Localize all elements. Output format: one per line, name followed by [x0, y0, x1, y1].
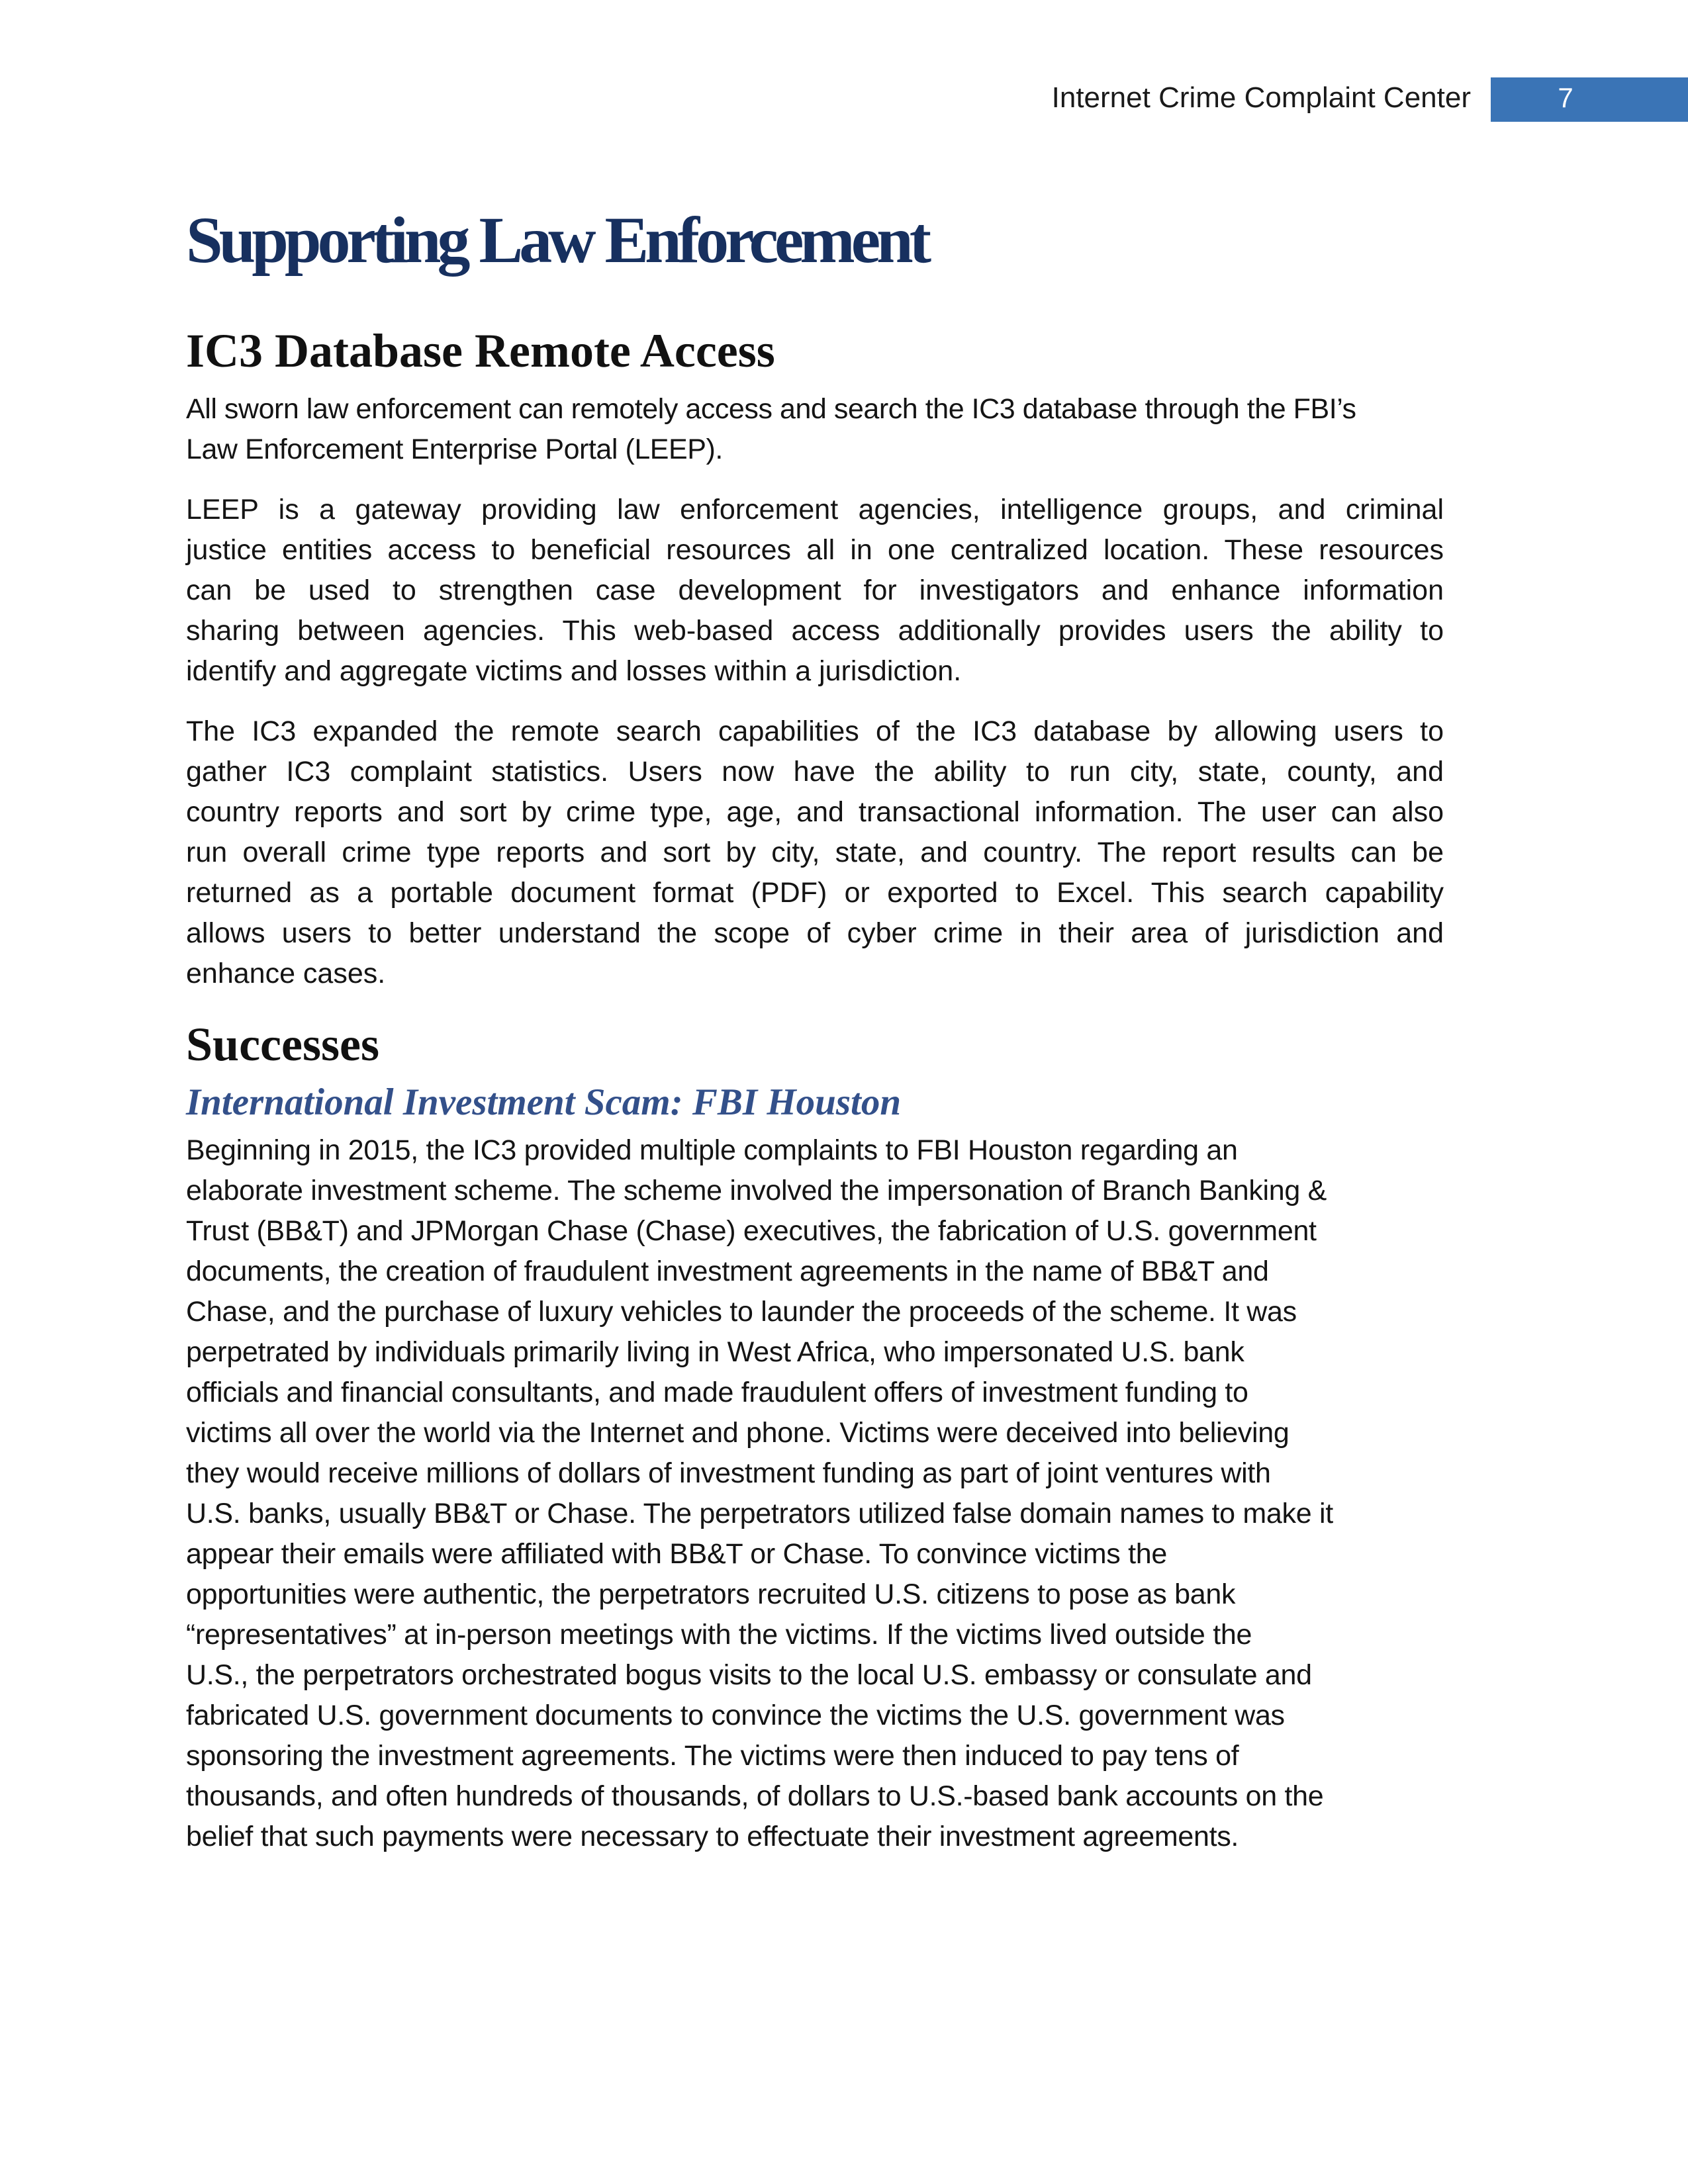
text-line: opportunities were authentic, the perpetrators recruited U.S. citizens to pose as bank: [186, 1578, 1236, 1610]
text-line: country reports and sort by crime type, age, and transactional information. The user can also: [186, 796, 1444, 828]
section-heading-remote-access: IC3 Database Remote Access: [186, 324, 775, 377]
text-line: run overall crime type reports and sort by city, state, and country. The report results can be: [186, 837, 1444, 868]
text-line: Law Enforcement Enterprise Portal (LEEP).: [186, 433, 723, 465]
text-line: enhance cases.: [186, 958, 386, 989]
text-line: thousands, and often hundreds of thousands, of dollars to U.S.-based bank accounts on the: [186, 1780, 1324, 1812]
text-line: Chase, and the purchase of luxury vehicles to launder the proceeds of the scheme. It was: [186, 1296, 1297, 1328]
section-heading-successes: Successes: [186, 1018, 379, 1071]
case-subheading: International Investment Scam: FBI Houston: [186, 1081, 902, 1123]
text-line: documents, the creation of fraudulent investment agreements in the name of BB&T and: [186, 1255, 1269, 1287]
text-line: sponsoring the investment agreements. The victims were then induced to pay tens of: [186, 1740, 1239, 1772]
text-line: identify and aggregate victims and losses within a jurisdiction.: [186, 655, 962, 687]
paragraph-investment-scam: [186, 1130, 1444, 1857]
text-line: appear their emails were affiliated with BB&T or Chase. To convince victims the: [186, 1538, 1168, 1570]
text-line: victims all over the world via the Internet and phone. Victims were deceived into believing: [186, 1417, 1289, 1449]
text-line: they would receive millions of dollars of investment funding as part of joint ventures with: [186, 1457, 1271, 1489]
text-line: allows users to better understand the scope of cyber crime in their area of jurisdiction and: [186, 917, 1444, 949]
text-line: belief that such payments were necessary to effectuate their investment agreements.: [186, 1821, 1239, 1852]
page-number-box: 7: [1491, 77, 1688, 122]
text-line: “representatives” at in-person meetings with the victims. If the victims lived outside the: [186, 1619, 1252, 1651]
text-line: Beginning in 2015, the IC3 provided multiple complaints to FBI Houston regarding an: [186, 1134, 1238, 1166]
paragraph-leep: [186, 490, 1444, 692]
text-line: Trust (BB&T) and JPMorgan Chase (Chase) executives, the fabrication of U.S. government: [186, 1215, 1317, 1247]
paragraph-remote-access-intro: [186, 389, 1444, 470]
text-line: perpetrated by individuals primarily living in West Africa, who impersonated U.S. bank: [186, 1336, 1244, 1368]
text-line: The IC3 expanded the remote search capabilities of the IC3 database by allowing users to: [186, 715, 1444, 747]
text-line: U.S., the perpetrators orchestrated bogus visits to the local U.S. embassy or consulate and: [186, 1659, 1312, 1691]
paragraph-remote-search: [186, 711, 1444, 994]
text-line: returned as a portable document format (PDF) or exported to Excel. This search capability: [186, 877, 1444, 909]
page-content: [186, 197, 1444, 1857]
text-line: LEEP is a gateway providing law enforcement agencies, intelligence groups, and criminal: [186, 494, 1444, 525]
running-header: Internet Crime Complaint Center: [1051, 81, 1471, 114]
text-line: fabricated U.S. government documents to convince the victims the U.S. government was: [186, 1700, 1285, 1731]
text-line: justice entities access to beneficial resources all in one centralized location. These resources: [186, 534, 1444, 566]
text-line: elaborate investment scheme. The scheme involved the impersonation of Branch Banking &: [186, 1175, 1327, 1206]
text-line: can be used to strengthen case development for investigators and enhance information: [186, 574, 1444, 606]
page-title: Supporting Law Enforcement: [186, 203, 928, 277]
text-line: officials and financial consultants, and made fraudulent offers of investment funding to: [186, 1377, 1248, 1408]
text-line: U.S. banks, usually BB&T or Chase. The perpetrators utilized false domain names to make it: [186, 1498, 1333, 1529]
text-line: All sworn law enforcement can remotely access and search the IC3 database through the FBI’s: [186, 393, 1356, 425]
text-line: gather IC3 complaint statistics. Users now have the ability to run city, state, county, and: [186, 756, 1444, 788]
text-line: sharing between agencies. This web-based access additionally provides users the ability to: [186, 615, 1444, 647]
